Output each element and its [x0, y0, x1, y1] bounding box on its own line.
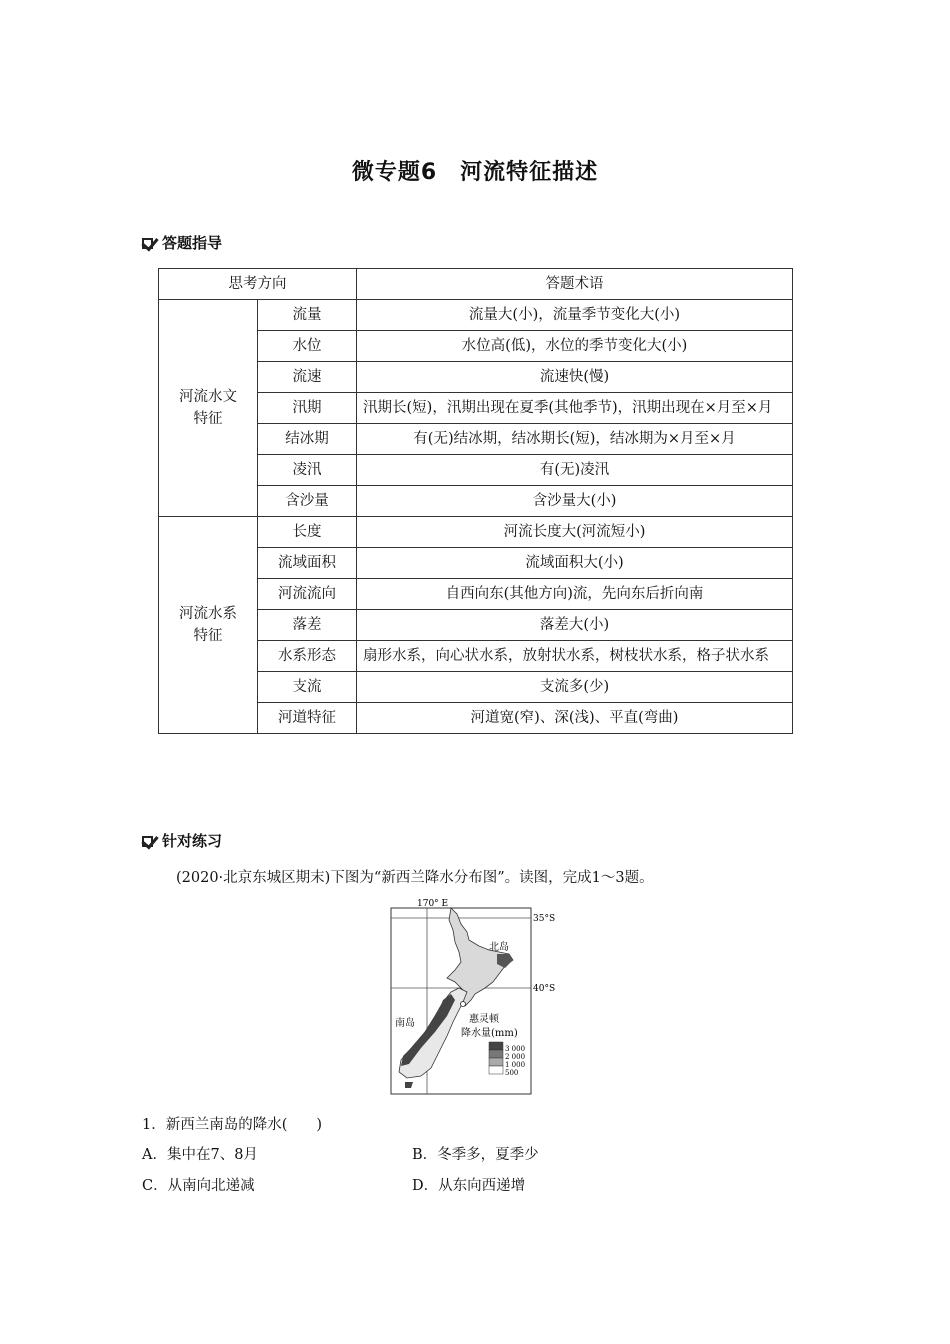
aspect-cell: 长度 [258, 517, 357, 548]
answer-guide-table [158, 268, 793, 734]
term-cell: 汛期长(短)，汛期出现在夏季(其他季节)，汛期出现在×月至×月 [357, 393, 793, 424]
table-row [159, 300, 793, 331]
legend-label-500: 500 [505, 1069, 519, 1077]
aspect-cell: 水位 [258, 331, 357, 362]
legend-label-1000: 1 000 [505, 1061, 526, 1069]
legend-swatch-3000 [489, 1042, 503, 1050]
term-cell: 流量大(小)，流量季节变化大(小) [357, 300, 793, 331]
term-cell: 含沙量大(小) [357, 486, 793, 517]
term-cell: 扇形水系，向心状水系，放射状水系，树枝状水系，格子状水系 [357, 641, 793, 672]
aspect-cell: 含沙量 [258, 486, 357, 517]
aspect-cell: 河流流向 [258, 579, 357, 610]
term-cell: 自西向东(其他方向)流，先向东后折向南 [357, 579, 793, 610]
table-header-row [159, 269, 793, 300]
checkbox-icon [142, 833, 158, 849]
section-guide-heading [142, 232, 222, 253]
lon-label: 170° E [417, 899, 449, 909]
legend-swatch-2000 [489, 1050, 503, 1058]
question-stem: 1．新西兰南岛的降水( ) [142, 1117, 323, 1133]
legend-title: 降水量(mm) [461, 1028, 518, 1039]
group-name-drainage: 河流水系 特征 [159, 517, 258, 734]
table-row [159, 517, 793, 548]
term-cell: 落差大(小) [357, 610, 793, 641]
aspect-cell: 水系形态 [258, 641, 357, 672]
legend-label-3000: 3 000 [505, 1045, 526, 1053]
term-cell: 河道宽(窄)、深(浅)、平直(弯曲) [357, 703, 793, 734]
checkbox-icon [142, 235, 158, 251]
option-c[interactable]: C．从南向北递减 [142, 1178, 255, 1194]
term-cell: 有(无)凌汛 [357, 455, 793, 486]
term-cell: 支流多(少) [357, 672, 793, 703]
section-practice-heading [142, 830, 222, 851]
lat-label-40s: 40°S [533, 984, 556, 994]
term-cell: 水位高(低)，水位的季节变化大(小) [357, 331, 793, 362]
south-island-label: 南岛 [395, 1018, 415, 1029]
header-direction: 思考方向 [159, 269, 357, 300]
section-practice-label: 针对练习 [162, 832, 223, 850]
aspect-cell: 流量 [258, 300, 357, 331]
legend-label-2000: 2 000 [505, 1053, 526, 1061]
aspect-cell: 流速 [258, 362, 357, 393]
new-zealand-precipitation-map [389, 896, 559, 1096]
legend-swatch-1000 [489, 1058, 503, 1066]
option-a[interactable]: A．集中在7、8月 [142, 1147, 258, 1163]
group-name-hydrology: 河流水文 特征 [159, 300, 258, 517]
aspect-cell: 落差 [258, 610, 357, 641]
wellington-label: 惠灵顿 [469, 1014, 499, 1025]
aspect-cell: 河道特征 [258, 703, 357, 734]
header-terms: 答题术语 [357, 269, 793, 300]
wellington-marker [461, 1002, 466, 1007]
term-cell: 流域面积大(小) [357, 548, 793, 579]
north-island-label: 北岛 [489, 942, 509, 953]
option-b[interactable]: B．冬季多，夏季少 [412, 1147, 539, 1163]
aspect-cell: 结冰期 [258, 424, 357, 455]
aspect-cell: 支流 [258, 672, 357, 703]
page-title: 微专题6 河流特征描述 [351, 160, 599, 185]
aspect-cell: 汛期 [258, 393, 357, 424]
term-cell: 河流长度大(河流短小) [357, 517, 793, 548]
lat-label-35s: 35°S [533, 914, 556, 924]
aspect-cell: 流域面积 [258, 548, 357, 579]
term-cell: 流速快(慢) [357, 362, 793, 393]
term-cell: 有(无)结冰期，结冰期长(短)，结冰期为×月至×月 [357, 424, 793, 455]
section-guide-label: 答题指导 [162, 234, 223, 252]
legend-swatch-500 [489, 1066, 503, 1074]
aspect-cell: 凌汛 [258, 455, 357, 486]
option-d[interactable]: D．从东向西递增 [412, 1178, 526, 1194]
question-intro: (2020·北京东城区期末)下图为“新西兰降水分布图”。读图，完成1～3题。 [176, 870, 654, 886]
